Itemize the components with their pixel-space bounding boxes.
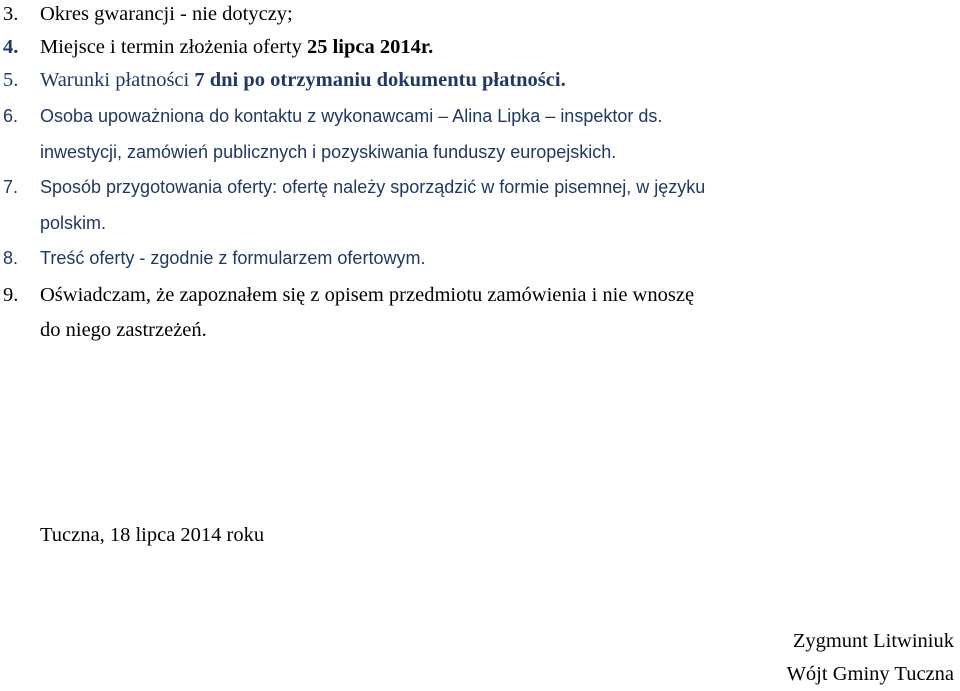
item-text: Okres gwarancji - nie dotyczy; <box>40 3 293 25</box>
item-number: 3. <box>3 3 19 25</box>
item-text-label: Warunki płatności <box>40 69 195 91</box>
item-text: Sposób przygotowania oferty: ofertę należy sporządzić w formie pisemnej, w języku <box>40 177 706 197</box>
item-number: 5. <box>3 69 19 91</box>
signature-name: Zygmunt Litwiniuk <box>792 630 954 652</box>
item-text: Treść oferty - zgodnie z formularzem ofertowym. <box>40 248 426 268</box>
item-number: 7. <box>3 177 19 197</box>
item-text-continuation: do niego zastrzeżeń. <box>40 319 207 341</box>
item-number: 4. <box>3 36 19 58</box>
item-text-continuation: polskim. <box>40 213 107 233</box>
item-text <box>40 37 433 58</box>
item-text: Oświadczam, że zapoznałem się z opisem przedmiotu zamówienia i nie wnoszę <box>40 284 695 306</box>
signature-title: Wójt Gminy Tuczna <box>786 663 954 685</box>
item-number: 6. <box>3 106 19 126</box>
item-text-value: 7 dni po otrzymaniu dokumentu płatności. <box>194 69 566 91</box>
item-text: Osoba upoważniona do kontaktu z wykonawcami – Alina Lipka – inspektor ds. <box>40 106 663 126</box>
item-text-continuation: inwestycji, zamówień publicznych i pozyskiwania funduszy europejskich. <box>40 142 617 162</box>
item-number: 8. <box>3 248 19 268</box>
item-text <box>40 70 566 91</box>
item-text-label: Miejsce i termin złożenia oferty <box>40 36 307 58</box>
item-number: 9. <box>3 284 19 306</box>
item-text-value: 25 lipca 2014r. <box>306 36 434 58</box>
date-line: Tuczna, 18 lipca 2014 roku <box>40 524 265 546</box>
